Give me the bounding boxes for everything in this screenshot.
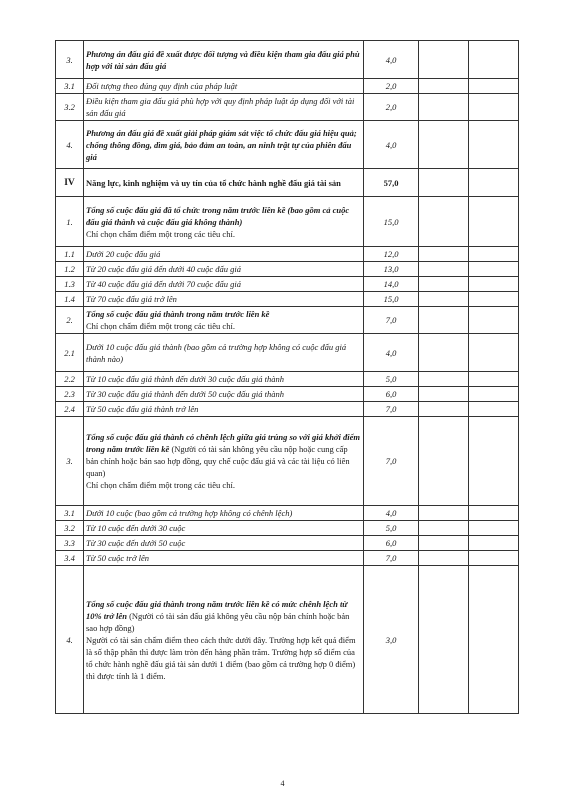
criteria-text	[84, 262, 364, 277]
criteria-line: Từ 30 cuộc đến dưới 50 cuộc	[86, 538, 186, 548]
criteria-text	[84, 387, 364, 402]
criteria-row	[56, 292, 519, 307]
row-index: 2.3	[56, 387, 84, 402]
row-index: 1.4	[56, 292, 84, 307]
section-row	[56, 169, 519, 197]
max-score: 7,0	[364, 307, 419, 334]
score-entry-cell	[419, 292, 469, 307]
score-entry-cell	[419, 566, 469, 714]
criteria-line: Chỉ chọn chấm điểm một trong các tiêu chí.	[86, 321, 235, 331]
criteria-line: Tổng số cuộc đấu giá đã tổ chức trong năm trước liền kề (bao gồm cả cuộc đấu giá thành và cuộc đấu giá không thành)	[86, 204, 350, 227]
row-index: 3.2	[56, 94, 84, 121]
row-index: 3.1	[56, 79, 84, 94]
criteria-line: Từ 30 cuộc đấu giá thành đến dưới 50 cuộc đấu giá thành	[86, 389, 284, 399]
criteria-line: Tổng số cuộc đấu giá thành trong năm trước liền kề	[86, 309, 270, 319]
score-entry-cell	[469, 197, 519, 247]
score-entry-cell	[419, 307, 469, 334]
criteria-text	[84, 79, 364, 94]
row-index: 4.	[56, 121, 84, 169]
score-entry-cell	[469, 387, 519, 402]
row-index: 2.2	[56, 372, 84, 387]
criteria-row	[56, 402, 519, 417]
score-entry-cell	[419, 506, 469, 521]
max-score: 13,0	[364, 262, 419, 277]
criteria-row	[56, 334, 519, 372]
score-entry-cell	[419, 197, 469, 247]
criteria-row	[56, 94, 519, 121]
criteria-row	[56, 551, 519, 566]
criteria-text	[84, 566, 364, 714]
row-index: 2.1	[56, 334, 84, 372]
score-entry-cell	[469, 551, 519, 566]
max-score: 5,0	[364, 372, 419, 387]
criteria-line: Phương án đấu giá đề xuất được đối tượng và điều kiện tham gia đấu giá phù hợp với tài sản đấu giá	[86, 48, 360, 71]
score-entry-cell	[469, 372, 519, 387]
criteria-line: Dưới 20 cuộc đấu giá	[86, 249, 161, 259]
max-score: 3,0	[364, 566, 419, 714]
score-entry-cell	[419, 417, 469, 506]
criteria-line: Từ 20 cuộc đấu giá đến dưới 40 cuộc đấu giá	[86, 264, 241, 274]
score-entry-cell	[469, 169, 519, 197]
score-entry-cell	[419, 521, 469, 536]
criteria-row	[56, 417, 519, 506]
max-score: 12,0	[364, 247, 419, 262]
score-entry-cell	[469, 521, 519, 536]
criteria-text	[84, 551, 364, 566]
criteria-row	[56, 372, 519, 387]
score-entry-cell	[469, 292, 519, 307]
criteria-line: Từ 70 cuộc đấu giá trở lên	[86, 294, 177, 304]
max-score: 2,0	[364, 94, 419, 121]
criteria-text	[84, 417, 364, 506]
score-entry-cell	[469, 536, 519, 551]
criteria-line: (Người có tài sản đấu giá không yêu cầu nộp bản chính hoặc bản sao hợp đồng)	[86, 610, 350, 633]
row-index: 2.4	[56, 402, 84, 417]
criteria-row	[56, 79, 519, 94]
row-index: IV	[56, 169, 84, 197]
row-index: 1.2	[56, 262, 84, 277]
criteria-text	[84, 307, 364, 334]
criteria-row	[56, 536, 519, 551]
criteria-text	[84, 402, 364, 417]
page-number: 4	[280, 779, 285, 788]
criteria-line: Năng lực, kinh nghiệm và uy tín của tổ chức hành nghề đấu giá tài sản	[86, 177, 341, 188]
score-entry-cell	[469, 41, 519, 79]
score-entry-cell	[469, 334, 519, 372]
scoring-table	[55, 40, 519, 714]
criteria-line: Tổng số cuộc đấu giá thành trong năm trước liền kề có mức chênh lệch từ 10% trở lên	[86, 598, 348, 621]
score-entry-cell	[419, 262, 469, 277]
criteria-text	[84, 506, 364, 521]
score-entry-cell	[469, 79, 519, 94]
criteria-text	[84, 292, 364, 307]
criteria-row	[56, 277, 519, 292]
criteria-text	[84, 372, 364, 387]
max-score: 4,0	[364, 334, 419, 372]
criteria-text	[84, 536, 364, 551]
score-entry-cell	[419, 41, 469, 79]
criteria-row	[56, 506, 519, 521]
criteria-text	[84, 197, 364, 247]
max-score: 14,0	[364, 277, 419, 292]
criteria-text	[84, 521, 364, 536]
criteria-line: Đối tượng theo đúng quy định của pháp luật	[86, 81, 238, 91]
max-score: 4,0	[364, 41, 419, 79]
criteria-row	[56, 121, 519, 169]
criteria-text	[84, 169, 364, 197]
row-index: 1.3	[56, 277, 84, 292]
score-entry-cell	[469, 307, 519, 334]
criteria-row	[56, 566, 519, 714]
criteria-text	[84, 94, 364, 121]
score-entry-cell	[469, 247, 519, 262]
max-score: 7,0	[364, 417, 419, 506]
row-index: 3.2	[56, 521, 84, 536]
score-entry-cell	[469, 262, 519, 277]
score-entry-cell	[469, 566, 519, 714]
criteria-text	[84, 41, 364, 79]
score-entry-cell	[419, 247, 469, 262]
max-score: 15,0	[364, 197, 419, 247]
criteria-row	[56, 41, 519, 79]
row-index: 4.	[56, 566, 84, 714]
criteria-line: Phương án đấu giá đề xuất giải pháp giám sát việc tổ chức đấu giá hiệu quả; chống thông đồng, dìm giá, bảo đảm an toàn, an ninh trật tự của phiên đấu giá	[86, 127, 357, 162]
max-score: 15,0	[364, 292, 419, 307]
row-index: 2.	[56, 307, 84, 334]
criteria-line: Từ 10 cuộc đến dưới 30 cuộc	[86, 523, 186, 533]
criteria-text	[84, 277, 364, 292]
criteria-row	[56, 197, 519, 247]
score-entry-cell	[469, 402, 519, 417]
row-index: 3.1	[56, 506, 84, 521]
criteria-text	[84, 334, 364, 372]
max-score: 7,0	[364, 551, 419, 566]
criteria-line: Từ 10 cuộc đấu giá thành đến dưới 30 cuộc đấu giá thành	[86, 374, 284, 384]
max-score: 57,0	[364, 169, 419, 197]
score-entry-cell	[419, 79, 469, 94]
criteria-row	[56, 247, 519, 262]
score-entry-cell	[419, 334, 469, 372]
criteria-line: Chỉ chọn chấm điểm một trong các tiêu chí.	[86, 228, 235, 239]
score-entry-cell	[469, 277, 519, 292]
row-index: 3.3	[56, 536, 84, 551]
max-score: 4,0	[364, 121, 419, 169]
max-score: 5,0	[364, 521, 419, 536]
criteria-line: Từ 50 cuộc trở lên	[86, 553, 149, 563]
criteria-line: Tổng số cuộc đấu giá thành có chênh lệch giữa giá trúng so với giá khởi điểm trong năm trước liền kề	[86, 432, 360, 454]
criteria-line: Từ 50 cuộc đấu giá thành trở lên	[86, 404, 199, 414]
criteria-line: Dưới 10 cuộc (bao gồm cả trường hợp không có chênh lệch)	[86, 508, 293, 518]
score-entry-cell	[469, 506, 519, 521]
score-entry-cell	[419, 277, 469, 292]
criteria-row	[56, 307, 519, 334]
criteria-row	[56, 262, 519, 277]
criteria-line: Dưới 10 cuộc đấu giá thành (bao gồm cả trường hợp không có cuộc đấu giá thành nào)	[86, 341, 347, 364]
score-entry-cell	[419, 551, 469, 566]
score-entry-cell	[419, 121, 469, 169]
scoring-table-body	[56, 41, 519, 714]
criteria-text	[84, 121, 364, 169]
criteria-line: Người có tài sản chấm điểm theo cách thức dưới đây. Trường hợp kết quả điểm là số thập phân thì được làm tròn đến hàng phần trăm. Trường hợp số điểm của tổ chức hành nghề đấu giá tài sản dưới 1 điểm (bao gồm cả trường hợp 0 điểm) thì được tính là 1 điểm.	[86, 634, 356, 681]
score-entry-cell	[469, 94, 519, 121]
criteria-line: Từ 40 cuộc đấu giá đến dưới 70 cuộc đấu giá	[86, 279, 241, 289]
criteria-row	[56, 521, 519, 536]
row-index: 3.	[56, 41, 84, 79]
criteria-line: Điều kiện tham gia đấu giá phù hợp với quy định pháp luật áp dụng đối với tài sản đấu giá	[86, 96, 355, 118]
score-entry-cell	[469, 121, 519, 169]
max-score: 7,0	[364, 402, 419, 417]
max-score: 2,0	[364, 79, 419, 94]
row-index: 1.	[56, 197, 84, 247]
score-entry-cell	[419, 402, 469, 417]
row-index: 3.	[56, 417, 84, 506]
score-entry-cell	[419, 372, 469, 387]
score-entry-cell	[419, 536, 469, 551]
score-entry-cell	[419, 94, 469, 121]
criteria-row	[56, 387, 519, 402]
criteria-line: Chỉ chọn chấm điểm một trong các tiêu chí.	[86, 480, 235, 490]
criteria-text	[84, 247, 364, 262]
score-entry-cell	[469, 417, 519, 506]
max-score: 6,0	[364, 387, 419, 402]
row-index: 3.4	[56, 551, 84, 566]
score-entry-cell	[419, 169, 469, 197]
criteria-line: (Người có tài sản không yêu cầu nộp hoặc cung cấp bản chính hoặc bản sao hợp đồng, quy chế cuộc đấu giá và các tài liệu có liên quan)	[86, 444, 350, 478]
score-entry-cell	[419, 387, 469, 402]
max-score: 4,0	[364, 506, 419, 521]
row-index: 1.1	[56, 247, 84, 262]
max-score: 6,0	[364, 536, 419, 551]
